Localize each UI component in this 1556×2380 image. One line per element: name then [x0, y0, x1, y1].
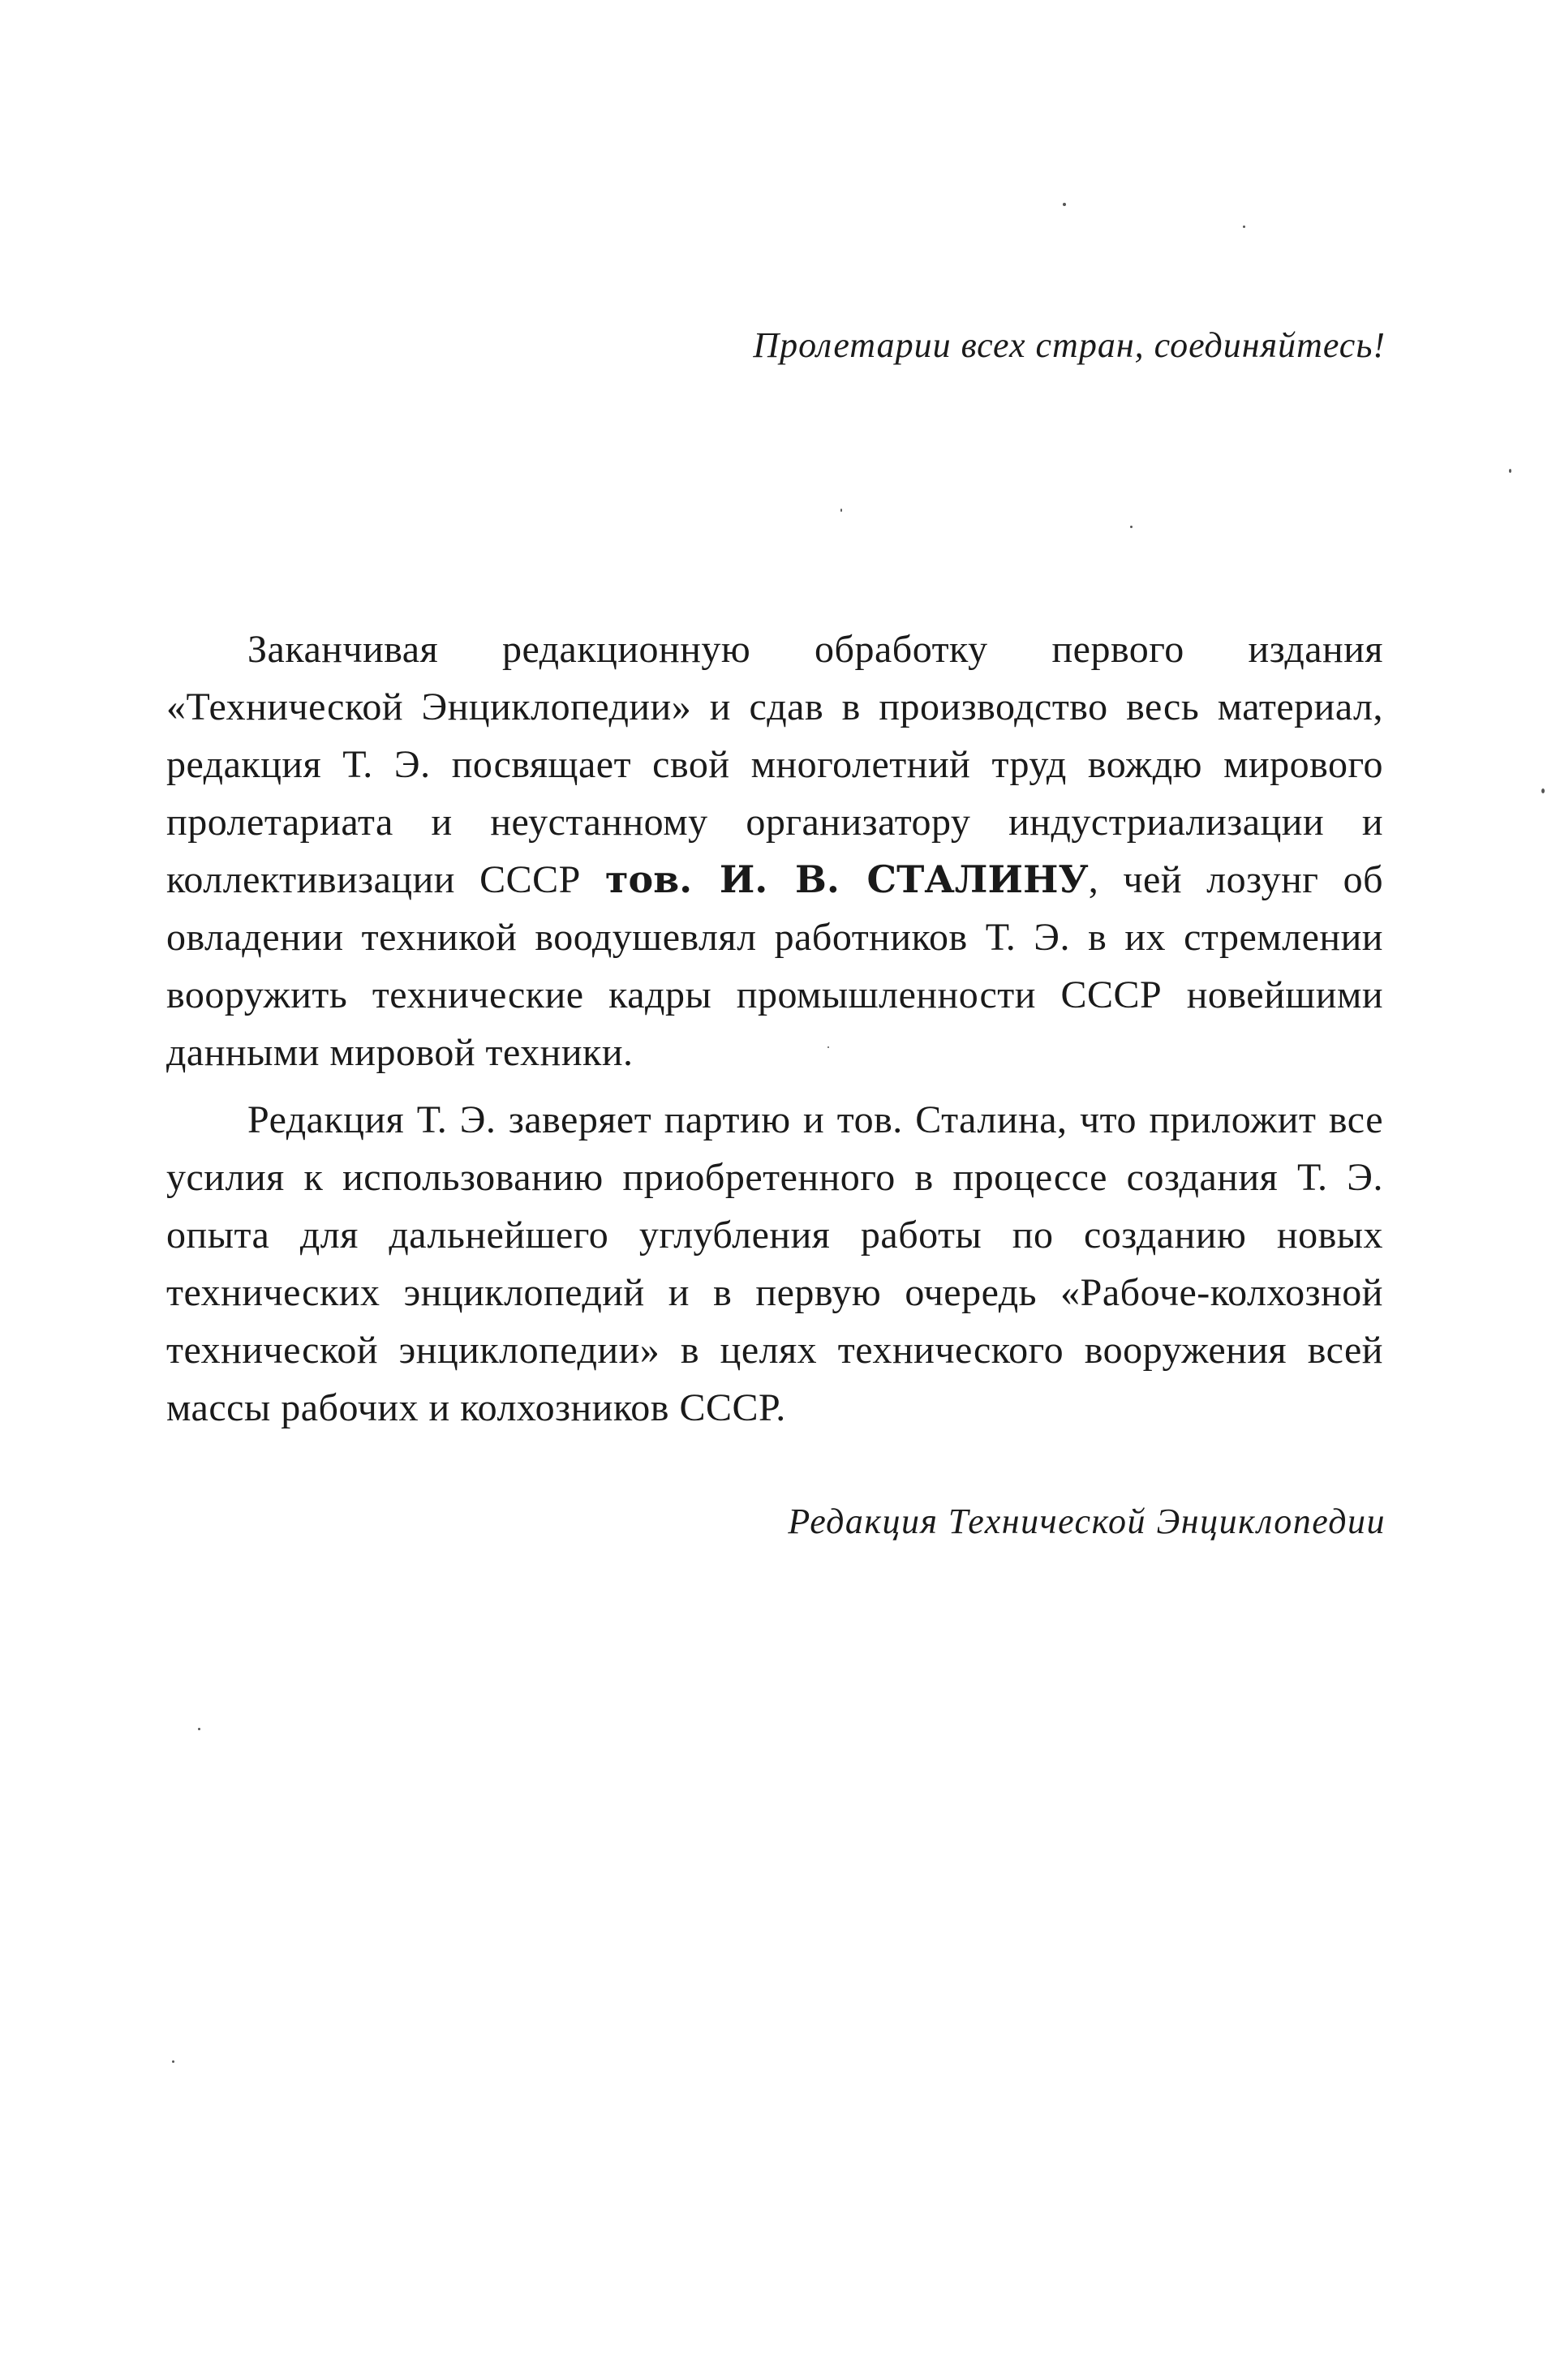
body-text [166, 621, 1383, 1437]
scan-speck [1541, 788, 1545, 793]
scan-speck [172, 2060, 174, 2063]
scan-speck [1243, 226, 1245, 228]
scan-speck [1130, 526, 1133, 528]
scan-speck [1509, 469, 1511, 473]
scan-speck [1063, 203, 1066, 206]
dedication-text-end: , чей лозунг об овладении техникой воодушевлял работников Т. Э. в их стремлении вооружить технические кадры промышленности СССР новейшими данными мировой техники. [166, 858, 1383, 1074]
scan-speck [840, 509, 842, 512]
pledge-paragraph: Редакция Т. Э. заверяет партию и тов. Сталина, что приложит все усилия к использованию приобретенного в процессе создания Т. Э. опыта для дальнейшего углубления работы по созданию новых технических энциклопедий и в первую очередь «Рабоче-колхозной технической энциклопедии» в целях технического вооружения всей массы рабочих и колхозников СССР. [166, 1098, 1383, 1429]
signature: Редакция Технической Энциклопедии [788, 1501, 1386, 1541]
scan-speck [827, 1046, 829, 1048]
dedication-paragraph [166, 621, 1383, 1081]
dedication-recipient: тов. И. В. СТАЛИНУ [605, 857, 1089, 901]
epigraph: Пролетарии всех стран, соединяйтесь! [753, 325, 1386, 365]
dedication-text-start: Заканчивая редакционную обработку первого издания «Технической Энциклопедии» и сдав в производство весь материал, редакция Т. Э. посвящает свой многолетний труд вождю мирового пролетариата и неустанному организатору индустриализации и коллективизации СССР [166, 628, 1383, 901]
scan-speck [198, 1728, 200, 1730]
